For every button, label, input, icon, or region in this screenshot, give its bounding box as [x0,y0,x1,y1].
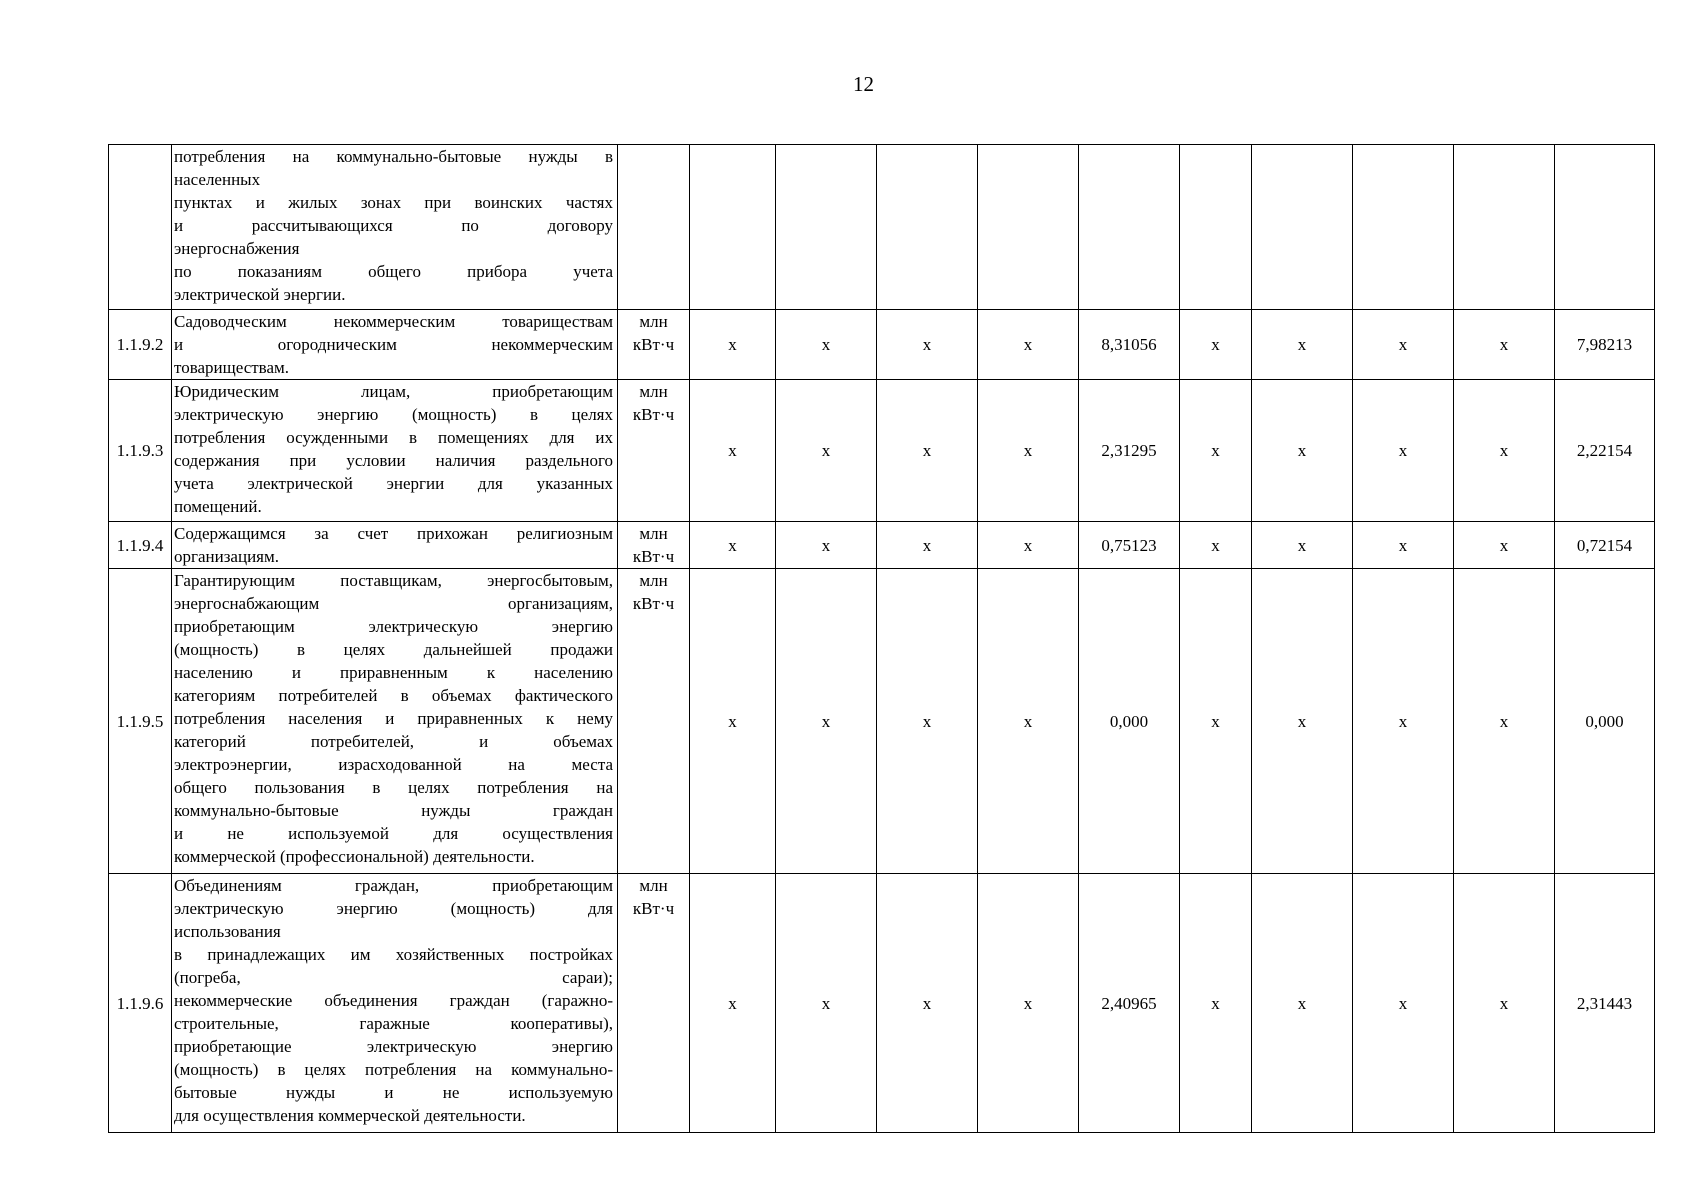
description-line: и не используемой для осуществления [174,824,613,843]
description-line: населенных [174,170,261,189]
description-line: электроэнергии, израсходованной на места [174,755,613,774]
value-cell-c9 [1454,145,1555,310]
description-line: бытовые нужды и не используемую [174,1083,613,1102]
value-cell-c6: x [1180,310,1252,380]
description-line: (погреба, сараи); [174,968,613,987]
description-line: организациям. [174,547,279,566]
value-cell-c4: x [978,569,1079,874]
description-line: категориям потребителей в объемах фактического [174,686,613,705]
value-cell-c10: 0,72154 [1555,522,1655,569]
tariff-table [108,144,1655,1133]
row-unit [618,522,690,569]
value-cell-c3: x [877,569,978,874]
value-cell-c8 [1353,145,1454,310]
description-line: для осуществления коммерческой деятельности. [174,1106,526,1125]
value-cell-c10: 7,98213 [1555,310,1655,380]
value-cell-c8: x [1353,522,1454,569]
description-line: коммерческой (профессиональной) деятельности. [174,847,535,866]
description-line: энергоснабжающим организациям, [174,594,613,613]
value-cell-c6: x [1180,380,1252,522]
description-line: приобретающим электрическую энергию [174,617,613,636]
value-cell-c9: x [1454,380,1555,522]
description-line: коммунально-бытовые нужды граждан [174,801,613,820]
description-line: по показаниям общего прибора учета [174,262,613,281]
description-line: содержания при условии наличия раздельного [174,451,613,470]
description-line: товариществам. [174,358,290,377]
description-line: населению и приравненным к населению [174,663,613,682]
row-number [109,145,172,310]
description-line: категорий потребителей, и объемах [174,732,613,751]
description-line: Садоводческим некоммерческим товариществам [174,312,613,331]
description-line: общего пользования в целях потребления на [174,778,613,797]
description-line: помещений. [174,497,262,516]
value-cell-c1: x [690,874,776,1133]
unit-line: млн [639,312,668,331]
value-cell-c8: x [1353,380,1454,522]
value-cell-c7: x [1252,874,1353,1133]
page-number: 12 [853,72,874,96]
table-row [109,569,1655,874]
value-cell-c8: x [1353,569,1454,874]
row-description [172,380,618,522]
value-cell-c1: x [690,569,776,874]
value-cell-c3: x [877,380,978,522]
description-line: электрическую энергию (мощность) для [174,899,613,918]
description-line: Содержащимся за счет прихожан религиозным [174,524,613,543]
value-cell-c9: x [1454,569,1555,874]
row-number: 1.1.9.3 [109,380,172,522]
row-number: 1.1.9.2 [109,310,172,380]
description-line: Объединениям граждан, приобретающим [174,876,613,895]
value-cell-c4: x [978,380,1079,522]
value-cell-c2: x [776,380,877,522]
value-cell-c5: 2,31295 [1079,380,1180,522]
description-line: и рассчитывающихся по договору [174,216,613,235]
description-line: использования [174,922,281,941]
description-line: Гарантирующим поставщикам, энергосбытовым, [174,571,613,590]
row-number: 1.1.9.6 [109,874,172,1133]
value-cell-c6: x [1180,874,1252,1133]
unit-line: млн [639,571,668,590]
description-line: энергоснабжения [174,239,300,258]
row-description [172,522,618,569]
value-cell-c7: x [1252,569,1353,874]
row-unit [618,569,690,874]
description-line: потребления осужденными в помещениях для их [174,428,613,447]
unit-line: кВт·ч [632,594,675,613]
value-cell-c5: 0,000 [1079,569,1180,874]
table-row [109,380,1655,522]
value-cell-c10 [1555,145,1655,310]
row-number: 1.1.9.5 [109,569,172,874]
table-row [109,874,1655,1133]
row-unit [618,874,690,1133]
value-cell-c4: x [978,874,1079,1133]
value-cell-c7: x [1252,310,1353,380]
value-cell-c7 [1252,145,1353,310]
value-cell-c2: x [776,569,877,874]
unit-line: кВт·ч [632,899,675,918]
row-unit [618,380,690,522]
description-line: некоммерческие объединения граждан (гаражно- [174,991,613,1010]
value-cell-c7: x [1252,522,1353,569]
unit-line: кВт·ч [632,547,675,566]
description-line: электрической энергии. [174,285,346,304]
description-line: электрическую энергию (мощность) в целях [174,405,613,424]
value-cell-c5 [1079,145,1180,310]
description-line: строительные, гаражные кооперативы), [174,1014,613,1033]
value-cell-c3 [877,145,978,310]
value-cell-c1 [690,145,776,310]
value-cell-c5: 8,31056 [1079,310,1180,380]
description-line: учета электрической энергии для указанных [174,474,613,493]
value-cell-c1: x [690,522,776,569]
value-cell-c3: x [877,310,978,380]
value-cell-c4 [978,145,1079,310]
value-cell-c8: x [1353,310,1454,380]
description-line: потребления населения и приравненных к нему [174,709,613,728]
value-cell-c3: x [877,874,978,1133]
description-line: потребления на коммунально-бытовые нужды в [174,147,613,166]
table-row [109,522,1655,569]
description-line: в принадлежащих им хозяйственных постройках [174,945,613,964]
table-body [109,145,1655,1133]
value-cell-c6: x [1180,522,1252,569]
value-cell-c10: 0,000 [1555,569,1655,874]
row-unit [618,310,690,380]
row-description [172,145,618,310]
description-line: пунктах и жилых зонах при воинских частях [174,193,613,212]
value-cell-c5: 0,75123 [1079,522,1180,569]
value-cell-c6 [1180,145,1252,310]
value-cell-c6: x [1180,569,1252,874]
value-cell-c7: x [1252,380,1353,522]
row-description [172,874,618,1133]
table-row [109,145,1655,310]
unit-line: млн [639,382,668,401]
description-line: и огородническим некоммерческим [174,335,613,354]
value-cell-c9: x [1454,522,1555,569]
value-cell-c1: x [690,380,776,522]
table-row [109,310,1655,380]
value-cell-c4: x [978,310,1079,380]
value-cell-c2: x [776,310,877,380]
description-line: приобретающие электрическую энергию [174,1037,613,1056]
value-cell-c1: x [690,310,776,380]
description-line: Юридическим лицам, приобретающим [174,382,613,401]
value-cell-c8: x [1353,874,1454,1133]
description-line: (мощность) в целях дальнейшей продажи [174,640,613,659]
value-cell-c10: 2,31443 [1555,874,1655,1133]
row-description [172,569,618,874]
unit-line: кВт·ч [632,335,675,354]
value-cell-c2: x [776,874,877,1133]
row-unit [618,145,690,310]
row-description [172,310,618,380]
value-cell-c2: x [776,522,877,569]
value-cell-c2 [776,145,877,310]
value-cell-c3: x [877,522,978,569]
row-number: 1.1.9.4 [109,522,172,569]
description-line: (мощность) в целях потребления на коммунально- [174,1060,613,1079]
unit-line: кВт·ч [632,405,675,424]
value-cell-c9: x [1454,310,1555,380]
value-cell-c4: x [978,522,1079,569]
value-cell-c5: 2,40965 [1079,874,1180,1133]
unit-line: млн [639,876,668,895]
value-cell-c10: 2,22154 [1555,380,1655,522]
unit-line: млн [639,524,668,543]
value-cell-c9: x [1454,874,1555,1133]
